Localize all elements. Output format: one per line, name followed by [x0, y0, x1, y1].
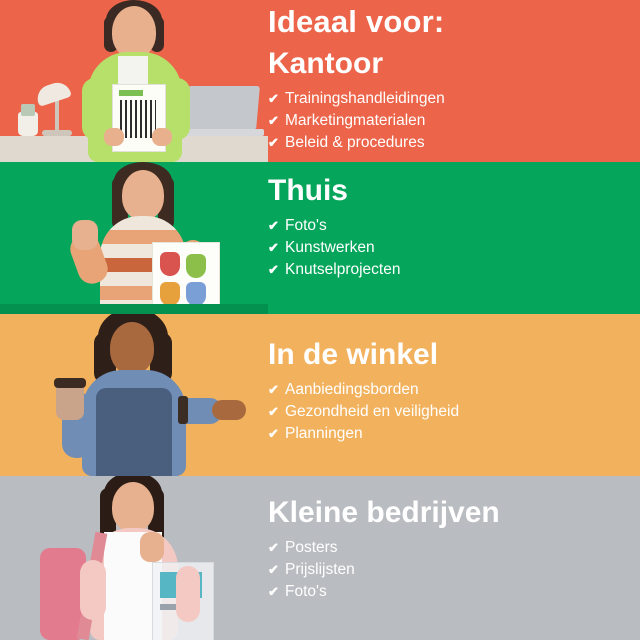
thumbs-up-icon	[140, 532, 164, 562]
handprint-green	[186, 254, 206, 278]
band-title-store: In de winkel	[268, 338, 439, 371]
photo-office	[0, 0, 268, 162]
office-person-hand-right	[152, 128, 172, 146]
check-icon: ✔	[268, 218, 279, 233]
document-logo	[119, 90, 143, 96]
list-item-label: Aanbiedingsborden	[285, 381, 419, 398]
list-item-label: Posters	[285, 539, 338, 556]
list-item-label: Beleid & procedures	[285, 133, 425, 151]
list-item-label: Gezondheid en veiligheid	[285, 403, 460, 420]
office-person-head	[112, 6, 156, 58]
list-item	[268, 581, 640, 603]
text-business	[268, 476, 640, 640]
photo-store	[0, 314, 268, 476]
office-figure	[0, 0, 268, 162]
list-item	[268, 259, 640, 281]
document-chart	[120, 100, 156, 138]
bullet-list-office	[268, 88, 640, 154]
check-icon: ✔	[268, 90, 279, 106]
list-item-label: Foto's	[285, 583, 327, 600]
check-icon: ✔	[268, 584, 279, 599]
band-title-home: Thuis	[268, 174, 348, 207]
home-figure	[0, 162, 268, 314]
check-icon: ✔	[268, 426, 279, 441]
business-person-arm-right	[176, 566, 200, 622]
store-person-apron	[96, 388, 172, 476]
text-home	[268, 162, 640, 314]
handprint-orange	[160, 282, 180, 306]
lamp-head-icon	[34, 79, 72, 107]
coffee-cup-icon	[56, 384, 84, 420]
laptop-base-icon	[178, 129, 264, 136]
office-person-hand-left	[104, 128, 124, 146]
home-person-head	[122, 170, 164, 220]
check-icon: ✔	[268, 112, 279, 128]
check-icon: ✔	[268, 134, 279, 150]
bullet-list-store	[268, 379, 640, 445]
pointing-hand-icon	[212, 400, 246, 420]
wristwatch-icon	[178, 396, 188, 424]
list-item	[268, 559, 640, 581]
check-icon: ✔	[268, 240, 279, 255]
laptop-screen-icon	[184, 86, 260, 130]
bullet-list-business	[268, 537, 640, 603]
list-item	[268, 215, 640, 237]
text-office	[268, 0, 640, 162]
check-icon: ✔	[268, 562, 279, 577]
check-icon: ✔	[268, 262, 279, 277]
coffee-lid-icon	[54, 378, 86, 388]
band-business	[0, 476, 640, 640]
lamp-stem-icon	[55, 98, 59, 132]
list-item	[268, 401, 640, 423]
list-item-label: Prijslijsten	[285, 561, 355, 578]
list-item-label: Knutselprojecten	[285, 261, 401, 278]
list-item-label: Trainingshandleidingen	[285, 89, 445, 107]
bullet-list-home	[268, 215, 640, 281]
photo-business	[0, 476, 268, 640]
band-title-business: Kleine bedrijven	[268, 496, 500, 529]
list-item-label: Kunstwerken	[285, 239, 375, 256]
list-item	[268, 237, 640, 259]
list-item-label: Marketingmaterialen	[285, 111, 426, 129]
office-person-arm-left	[82, 78, 108, 140]
list-item-label: Foto's	[285, 217, 327, 234]
page-title: Ideaal voor:	[268, 4, 445, 39]
handprint-blue	[186, 282, 206, 306]
check-icon: ✔	[268, 382, 279, 397]
business-person-head	[112, 482, 154, 532]
store-figure	[0, 314, 268, 476]
list-item	[268, 423, 640, 445]
band-home	[0, 162, 640, 314]
home-floor	[0, 304, 268, 314]
handprint-red	[160, 252, 180, 276]
business-person-arm-left	[80, 560, 106, 620]
band-office	[0, 0, 640, 162]
band-store	[0, 314, 640, 476]
check-icon: ✔	[268, 540, 279, 555]
list-item	[268, 132, 640, 154]
band-title-office: Kantoor	[268, 46, 383, 80]
check-icon: ✔	[268, 404, 279, 419]
list-item	[268, 537, 640, 559]
photo-home	[0, 162, 268, 314]
list-item	[268, 379, 640, 401]
text-store	[268, 314, 640, 476]
store-person-head	[110, 322, 154, 374]
list-item	[268, 88, 640, 110]
list-item-label: Planningen	[285, 425, 363, 442]
thumbs-up-icon	[72, 220, 98, 250]
business-figure	[0, 476, 268, 640]
pens-icon	[21, 104, 35, 116]
list-item	[268, 110, 640, 132]
